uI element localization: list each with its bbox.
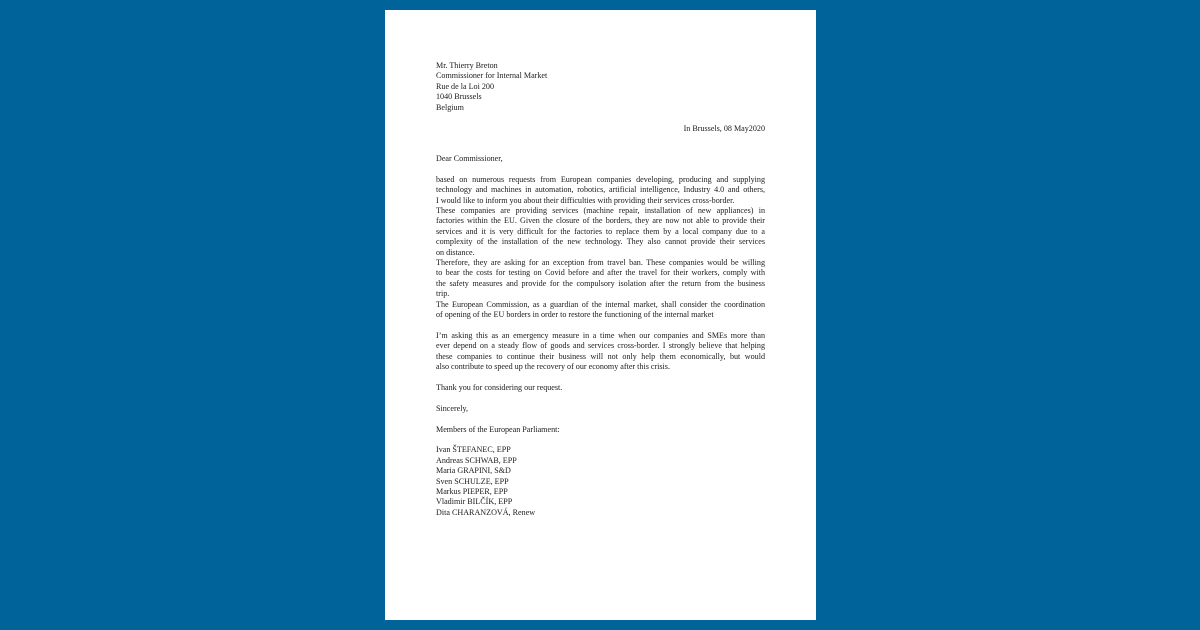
- body-line: technology and machines in automation, robotics, artificial intelligence, Industry 4.0 and others,: [436, 185, 765, 195]
- signatory: Sven SCHULZE, EPP: [436, 476, 509, 486]
- signatory: Markus PIEPER, EPP: [436, 486, 508, 496]
- signatory: Ivan ŠTEFANEC, EPP: [436, 445, 511, 455]
- signatory: Dita CHARANZOVÁ, Renew: [436, 507, 536, 517]
- recipient-line: 1040 Brussels: [436, 92, 482, 102]
- body-line: the safety measures and provide for the compulsory isolation after the return from the business: [436, 278, 765, 288]
- body-paragraph-2: [436, 331, 765, 373]
- body-line: complexity of the installation of the new technology. They also cannot provide their services: [436, 237, 765, 247]
- body-line: These companies are providing services (machine repair, installation of new appliances) in: [436, 206, 765, 216]
- body-line: I’m asking this as an emergency measure in a time when our companies and SMEs more than: [436, 330, 765, 340]
- body-paragraph-1: [436, 175, 765, 321]
- body-line: based on numerous requests from European companies developing, producing and supplying: [436, 174, 765, 184]
- letter-date: In Brussels, 08 May2020: [683, 123, 765, 133]
- body-line: also contribute to speed up the recovery of our economy after this crisis.: [436, 362, 670, 372]
- body-line: The European Commission, as a guardian of the internal market, shall consider the coordination: [436, 299, 765, 309]
- body-line: Therefore, they are asking for an exception from travel ban. These companies would be willing: [436, 258, 765, 268]
- recipient-address: [436, 61, 765, 113]
- recipient-line: Commissioner for Internal Market: [436, 71, 548, 81]
- recipient-line: Mr. Thierry Breton: [436, 61, 498, 70]
- body-line: trip.: [436, 289, 450, 299]
- signatory: Maria GRAPINI, S&D: [436, 466, 511, 476]
- body-line: of opening of the EU borders in order to restore the functioning of the internal market: [436, 310, 714, 320]
- body-line: to bear the costs for testing on Covid before and after the travel for their workers, comply with: [436, 268, 765, 278]
- closing: Sincerely,: [436, 403, 469, 413]
- signatory: Andreas SCHWAB, EPP: [436, 455, 517, 465]
- body-line: services and it is very difficult for the factories to replace them by a local company due to a: [436, 226, 765, 236]
- body-line: factories within the EU. Given the closure of the borders, they are now not able to provide their: [436, 216, 765, 226]
- signatory: Vladimir BILČÍK, EPP: [436, 497, 513, 507]
- recipient-line: Rue de la Loi 200: [436, 81, 494, 91]
- body-line: these companies to continue their business will not only help them economically, but would: [436, 351, 765, 361]
- letter-page: [385, 10, 816, 620]
- body-line: I would like to inform you about their difficulties with providing their services cross-border.: [436, 195, 735, 205]
- body-line: ever depend on a steady flow of goods and services cross-border. I strongly believe that helping: [436, 341, 765, 351]
- body-line: on distance.: [436, 247, 475, 257]
- salutation: Dear Commissioner,: [436, 154, 503, 164]
- letter-content: [436, 61, 765, 518]
- signatories-heading: Members of the European Parliament:: [436, 424, 560, 434]
- thanks-line: Thank you for considering our request.: [436, 382, 563, 392]
- recipient-line: Belgium: [436, 102, 464, 112]
- signatory-list: [436, 445, 765, 518]
